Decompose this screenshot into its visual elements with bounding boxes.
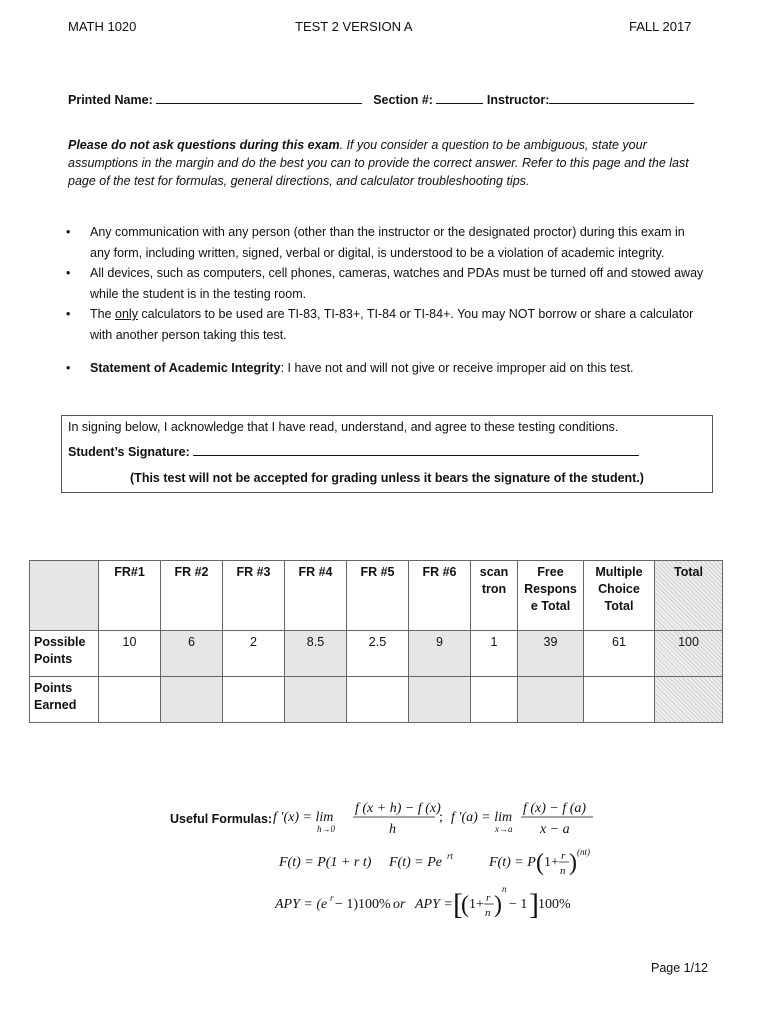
svg-text:− 1: − 1 (509, 897, 528, 912)
svg-text:f (x) − f (a): f (x) − f (a) (523, 801, 587, 816)
header-scantron: scan tron (471, 561, 518, 631)
svg-text:F(t) = P(1 + r t): F(t) = P(1 + r t) (279, 855, 372, 870)
header-fr6: FR #6 (409, 561, 471, 631)
rule-calculators: • The only calculators to be used are TI-83, TI-83+, TI-84 or TI-84+. You may NOT borrow or share a calculator with another person taking this test. (66, 307, 694, 342)
instructor-label: Instructor: (486, 93, 550, 107)
test-version: TEST 2 VERSION A (295, 19, 413, 34)
signature-label: Student’s Signature: (68, 445, 190, 459)
instructions: Please do not ask questions during this exam. If you consider a question to be ambiguous, state your assumptions in the margin and do the best you can to provide the correct answer. Refer to this page and the last page of the test for formulas, general directions, and calculator troubleshooting tips. (68, 138, 689, 188)
formulas-label: Useful Formulas: (170, 812, 273, 826)
signature-notice: (This test will not be accepted for grading unless it bears the signature of the student.) (130, 471, 644, 485)
compound-interest-formula (488, 847, 590, 877)
earned-multiple-choice[interactable] (584, 677, 655, 723)
earned-scantron[interactable] (471, 677, 518, 723)
table-header-row (30, 561, 723, 631)
earned-fr2[interactable] (161, 677, 223, 723)
header-fr4: FR #4 (285, 561, 347, 631)
corner-cell (30, 561, 99, 631)
svg-text:]: ] (529, 888, 539, 921)
page-number: Page 1/12 (651, 961, 708, 975)
header-fr2: FR #2 (161, 561, 223, 631)
earned-fr5[interactable] (347, 677, 409, 723)
possible-points-row (30, 631, 723, 677)
possible-scantron: 1 (471, 631, 518, 677)
term: FALL 2017 (629, 19, 692, 34)
instructions-lead: Please do not ask questions during this exam (68, 138, 340, 152)
earned-total[interactable] (655, 677, 723, 723)
header-fr1: FR#1 (99, 561, 161, 631)
instructor-field[interactable] (549, 91, 694, 104)
continuous-interest-formula (388, 851, 454, 870)
svg-text:F(t) = P: F(t) = P (489, 855, 536, 870)
derivative-at-point-formula (451, 801, 593, 837)
svg-text:h→0: h→0 (317, 824, 335, 834)
svg-text:n: n (485, 907, 491, 919)
student-info-line (68, 91, 694, 107)
possible-fr6: 9 (409, 631, 471, 677)
rule-integrity: • Statement of Academic Integrity: I have not and will not give or receive improper aid on this test. (66, 361, 634, 375)
earned-fr4[interactable] (285, 677, 347, 723)
svg-text:x→a: x→a (495, 824, 513, 834)
svg-text:(nt): (nt) (577, 847, 590, 857)
apy-compound-formula (414, 884, 571, 921)
points-earned-label: Points Earned (30, 677, 99, 723)
svg-text:r: r (561, 850, 566, 862)
svg-text:): ) (494, 892, 502, 918)
svg-text:APY = (e: APY = (e (275, 897, 328, 912)
possible-fr5: 2.5 (347, 631, 409, 677)
earned-free-response[interactable] (518, 677, 584, 723)
section-label: Section #: (373, 93, 433, 107)
possible-points-label: Possible Points (30, 631, 99, 677)
svg-text:F(t) = Pe: F(t) = Pe (389, 855, 442, 870)
header-fr5: FR #5 (347, 561, 409, 631)
svg-text:;: ; (439, 810, 443, 825)
formulas-graphic (265, 790, 595, 930)
rule-communication: • Any communication with any person (other than the instructor or the designated proctor) during this exam in any form, including written, signed, verbal or digital, is understood to be a violation of academic integrity. (66, 225, 685, 260)
svg-text:r: r (330, 893, 334, 903)
possible-fr4: 8.5 (285, 631, 347, 677)
svg-text:1+: 1+ (544, 855, 559, 870)
rule-devices: • All devices, such as computers, cell phones, cameras, watches and PDAs must be turned off and stowed away while the student is in the testing room. (66, 266, 704, 301)
svg-text:n: n (502, 884, 507, 894)
earned-fr6[interactable] (409, 677, 471, 723)
possible-fr2: 6 (161, 631, 223, 677)
earned-fr3[interactable] (223, 677, 285, 723)
header-multiple-choice: Multiple Choice Total (584, 561, 655, 631)
apy-continuous-formula (274, 893, 391, 912)
points-earned-row (30, 677, 723, 723)
svg-text:APY =: APY = (415, 897, 453, 912)
possible-total: 100 (655, 631, 723, 677)
svg-text:(: ( (536, 850, 544, 876)
svg-text:1+: 1+ (469, 897, 484, 912)
course-code: MATH 1020 (68, 19, 137, 34)
possible-fr3: 2 (223, 631, 285, 677)
possible-multiple-choice: 61 (584, 631, 655, 677)
svg-text:r: r (486, 892, 491, 904)
header-free-response: Free Respons e Total (518, 561, 584, 631)
svg-text:h: h (389, 822, 396, 837)
acknowledge-text: In signing below, I acknowledge that I have read, understand, and agree to these testing conditions. (68, 420, 619, 434)
printed-name-label: Printed Name: (68, 93, 153, 107)
signature-box (61, 415, 713, 493)
section-field[interactable] (436, 91, 483, 104)
or-word: or (393, 897, 406, 912)
svg-text:f (x + h) − f (x): f (x + h) − f (x) (355, 801, 441, 816)
svg-text:x − a: x − a (540, 822, 570, 837)
simple-interest-formula (278, 855, 372, 870)
svg-text:f ′(x) = lim: f ′(x) = lim (273, 810, 334, 825)
svg-text:100%: 100% (538, 897, 571, 912)
possible-free-response: 39 (518, 631, 584, 677)
signature-field[interactable] (193, 443, 639, 456)
header-total: Total (655, 561, 723, 631)
rules-list (66, 222, 726, 379)
header-fr3: FR #3 (223, 561, 285, 631)
svg-text:[: [ (453, 888, 463, 921)
svg-text:n: n (560, 865, 566, 877)
svg-text:f ′(a) = lim: f ′(a) = lim (451, 810, 513, 825)
score-table (29, 560, 723, 723)
svg-text:): ) (569, 850, 577, 876)
earned-fr1[interactable] (99, 677, 161, 723)
printed-name-field[interactable] (156, 91, 362, 104)
svg-text:rt: rt (447, 851, 454, 861)
possible-fr1: 10 (99, 631, 161, 677)
svg-text:(: ( (461, 892, 469, 918)
derivative-definition-formula (273, 801, 443, 837)
svg-text:− 1)100%: − 1)100% (335, 897, 391, 912)
